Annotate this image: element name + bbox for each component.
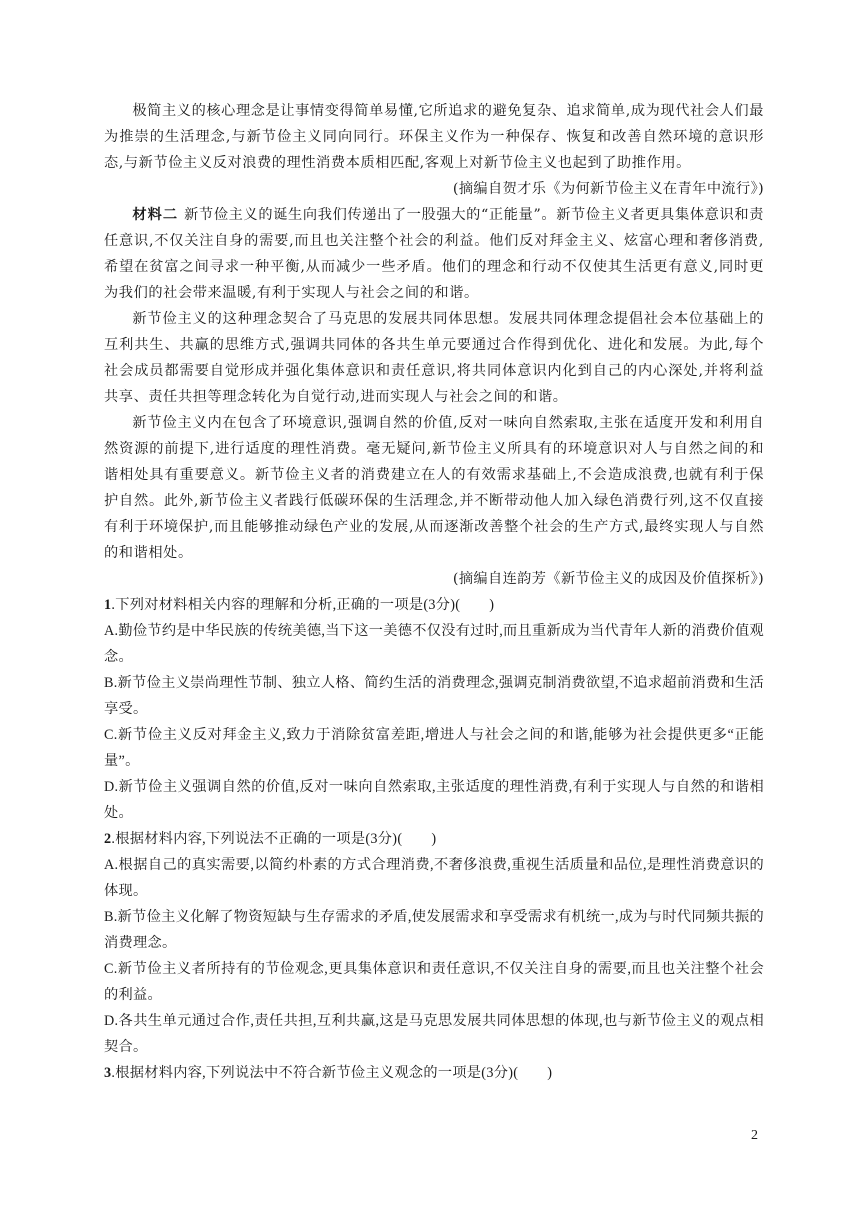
material2-paragraph-2: 新节俭主义的这种理念契合了马克思的发展共同体思想。发展共同体理念提倡社会本位基础上的互利共生、共赢的思维方式,强调共同体的各共生单元要通过合作得到优化、进化和发展。为此,每个社会成员都需要自觉形成并强化集体意识和责任意识,将共同体意识内化到自己的内心深处,并将利益共享、责任共担等理念转化为自觉行动,进而实现人与社会之间的和谐。 bbox=[104, 311, 764, 405]
document-page bbox=[104, 98, 764, 1086]
material1-paragraph: 极简主义的核心理念是让事情变得简单易懂,它所追求的避免复杂、追求简单,成为现代社会人们最为推崇的生活理念,与新节俭主义同向同行。环保主义作为一种保存、恢复和改善自然环境的意识形态,与新节俭主义反对浪费的理性消费本质相匹配,客观上对新节俭主义也起到了助推作用。 bbox=[104, 103, 764, 171]
page-number: 2 bbox=[751, 1128, 758, 1143]
question-2-option-b[interactable]: B.新节俭主义化解了物资短缺与生存需求的矛盾,使发展需求和享受需求有机统一,成为与时代同频共振的消费理念。 bbox=[104, 909, 764, 951]
material2-source: (摘编自连韵芳《新节俭主义的成因及价值探析》) bbox=[452, 571, 764, 587]
question-2 bbox=[104, 826, 764, 1060]
question-1-stem: 1.下列对材料相关内容的理解和分析,正确的一项是(3分)( ) bbox=[104, 597, 495, 613]
question-3 bbox=[104, 1060, 764, 1086]
question-2-option-c[interactable]: C.新节俭主义者所持有的节俭观念,更具集体意识和责任意识,不仅关注自身的需要,而且也关注整个社会的利益。 bbox=[104, 961, 764, 1003]
question-2-option-d[interactable]: D.各共生单元通过合作,责任共担,互利共赢,这是马克思发展共同体思想的体现,也与新节俭主义的观点相契合。 bbox=[104, 1013, 764, 1055]
question-1-option-b[interactable]: B.新节俭主义崇尚理性节制、独立人格、简约生活的消费理念,强调克制消费欲望,不追求超前消费和生活享受。 bbox=[104, 675, 764, 717]
question-2-option-a[interactable]: A.根据自己的真实需要,以简约朴素的方式合理消费,不奢侈浪费,重视生活质量和品位,是理性消费意识的体现。 bbox=[104, 857, 764, 899]
question-1-option-c[interactable]: C.新节俭主义反对拜金主义,致力于消除贫富差距,增进人与社会之间的和谐,能够为社会提供更多“正能量”。 bbox=[104, 727, 764, 769]
question-number: 2 bbox=[104, 831, 112, 847]
question-1 bbox=[104, 592, 764, 826]
question-3-stem: 3.根据材料内容,下列说法中不符合新节俭主义观念的一项是(3分)( ) bbox=[104, 1065, 553, 1081]
question-2-stem: 2.根据材料内容,下列说法不正确的一项是(3分)( ) bbox=[104, 831, 437, 847]
material2-label: 材料二 bbox=[132, 207, 179, 223]
material2-paragraph-3: 新节俭主义内在包含了环境意识,强调自然的价值,反对一味向自然索取,主张在适度开发和利用自然资源的前提下,进行适度的理性消费。毫无疑问,新节俭主义所具有的环境意识对人与自然之间的和谐相处具有重要意义。新节俭主义者的消费建立在人的有效需求基础上,不会造成浪费,也就有利于保护自然。此外,新节俭主义者践行低碳环保的生活理念,并不断带动他人加入绿色消费行列,这不仅直接有利于环境保护,而且能够推动绿色产业的发展,从而逐渐改善整个社会的生产方式,最终实现人与自然的和谐相处。 bbox=[104, 415, 764, 561]
question-1-option-a[interactable]: A.勤俭节约是中华民族的传统美德,当下这一美德不仅没有过时,而且重新成为当代青年人新的消费价值观念。 bbox=[104, 623, 764, 665]
question-1-option-d[interactable]: D.新节俭主义强调自然的价值,反对一味向自然索取,主张适度的理性消费,有利于实现人与自然的和谐相处。 bbox=[104, 779, 764, 821]
question-number: 1 bbox=[104, 597, 112, 613]
question-number: 3 bbox=[104, 1065, 112, 1081]
material1-source: (摘编自贺才乐《为何新节俭主义在青年中流行》) bbox=[452, 181, 764, 197]
material2-paragraph-1: 材料二 新节俭主义的诞生向我们传递出了一股强大的“正能量”。新节俭主义者更具集体意识和责任意识,不仅关注自身的需要,而且也关注整个社会的利益。他们反对拜金主义、炫富心理和奢侈消费,希望在贫富之间寻求一种平衡,从而减少一些矛盾。他们的理念和行动不仅使其生活更有意义,同时更为我们的社会带来温暖,有利于实现人与社会之间的和谐。 bbox=[104, 207, 764, 301]
